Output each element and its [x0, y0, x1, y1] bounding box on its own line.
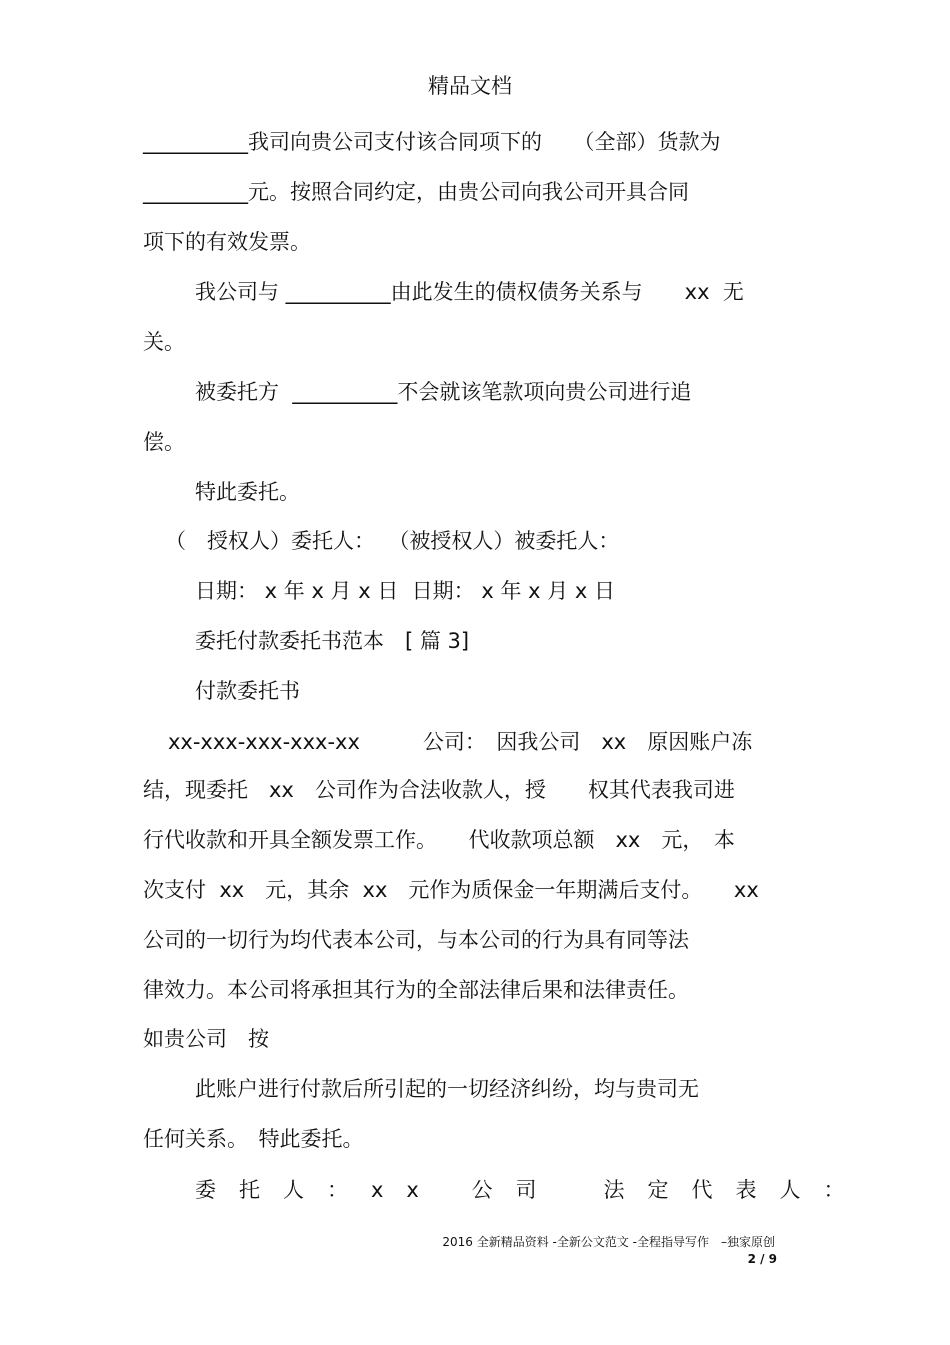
footer-text: 2016 全新精品资料 -全新公文范文 -全程指导写作 –独家原创	[442, 1235, 775, 1249]
body-line: 项下的有效发票。	[143, 230, 311, 254]
body-line: 关。	[143, 330, 185, 354]
body-line: 被委托方 __________不会就该笔款项向贵公司进行追	[195, 380, 692, 404]
body-line: 我公司与 __________由此发生的债权债务关系与 xx 无	[195, 280, 744, 304]
body-line: 如贵公司 按	[143, 1027, 269, 1051]
section-heading: 委托付款委托书范本 [ 篇 3]	[195, 629, 470, 653]
signature-line: 委托人：xx 公司 法定代表人：	[195, 1178, 868, 1202]
page-header-title: 精品文档	[428, 74, 512, 98]
body-line: 结，现委托 xx 公司作为合法收款人，授 权其代表我司进	[143, 778, 735, 802]
body-line: __________元。按照合同约定，由贵公司向我公司开具合同	[143, 180, 689, 204]
body-line: __________我司向贵公司支付该合同项下的 （全部）货款为	[143, 130, 721, 154]
body-line: （ 授权人）委托人： （被授权人）被委托人：	[165, 529, 620, 553]
page-number: 2 / 9	[747, 1252, 777, 1266]
body-line: 行代收款和开具全额发票工作。 代收款项总额 xx 元， 本	[143, 828, 735, 852]
body-line: 日期： x 年 x 月 x 日 日期： x 年 x 月 x 日	[195, 579, 616, 603]
body-line: xx-xxx-xxx-xxx-xx 公司： 因我公司 xx 原因账户冻	[168, 730, 753, 754]
body-line: 特此委托。	[195, 480, 300, 504]
body-line: 任何关系。 特此委托。	[143, 1127, 364, 1151]
body-line: 偿。	[143, 430, 185, 454]
document-title: 付款委托书	[195, 679, 300, 703]
body-line: 此账户进行付款后所引起的一切经济纠纷，均与贵司无	[195, 1077, 699, 1101]
body-line: 公司的一切行为均代表本公司，与本公司的行为具有同等法	[143, 928, 689, 952]
body-line: 次支付 xx 元，其余 xx 元作为质保金一年期满后支付。 xx	[143, 878, 759, 902]
body-line: 律效力。本公司将承担其行为的全部法律后果和法律责任。	[143, 978, 689, 1002]
